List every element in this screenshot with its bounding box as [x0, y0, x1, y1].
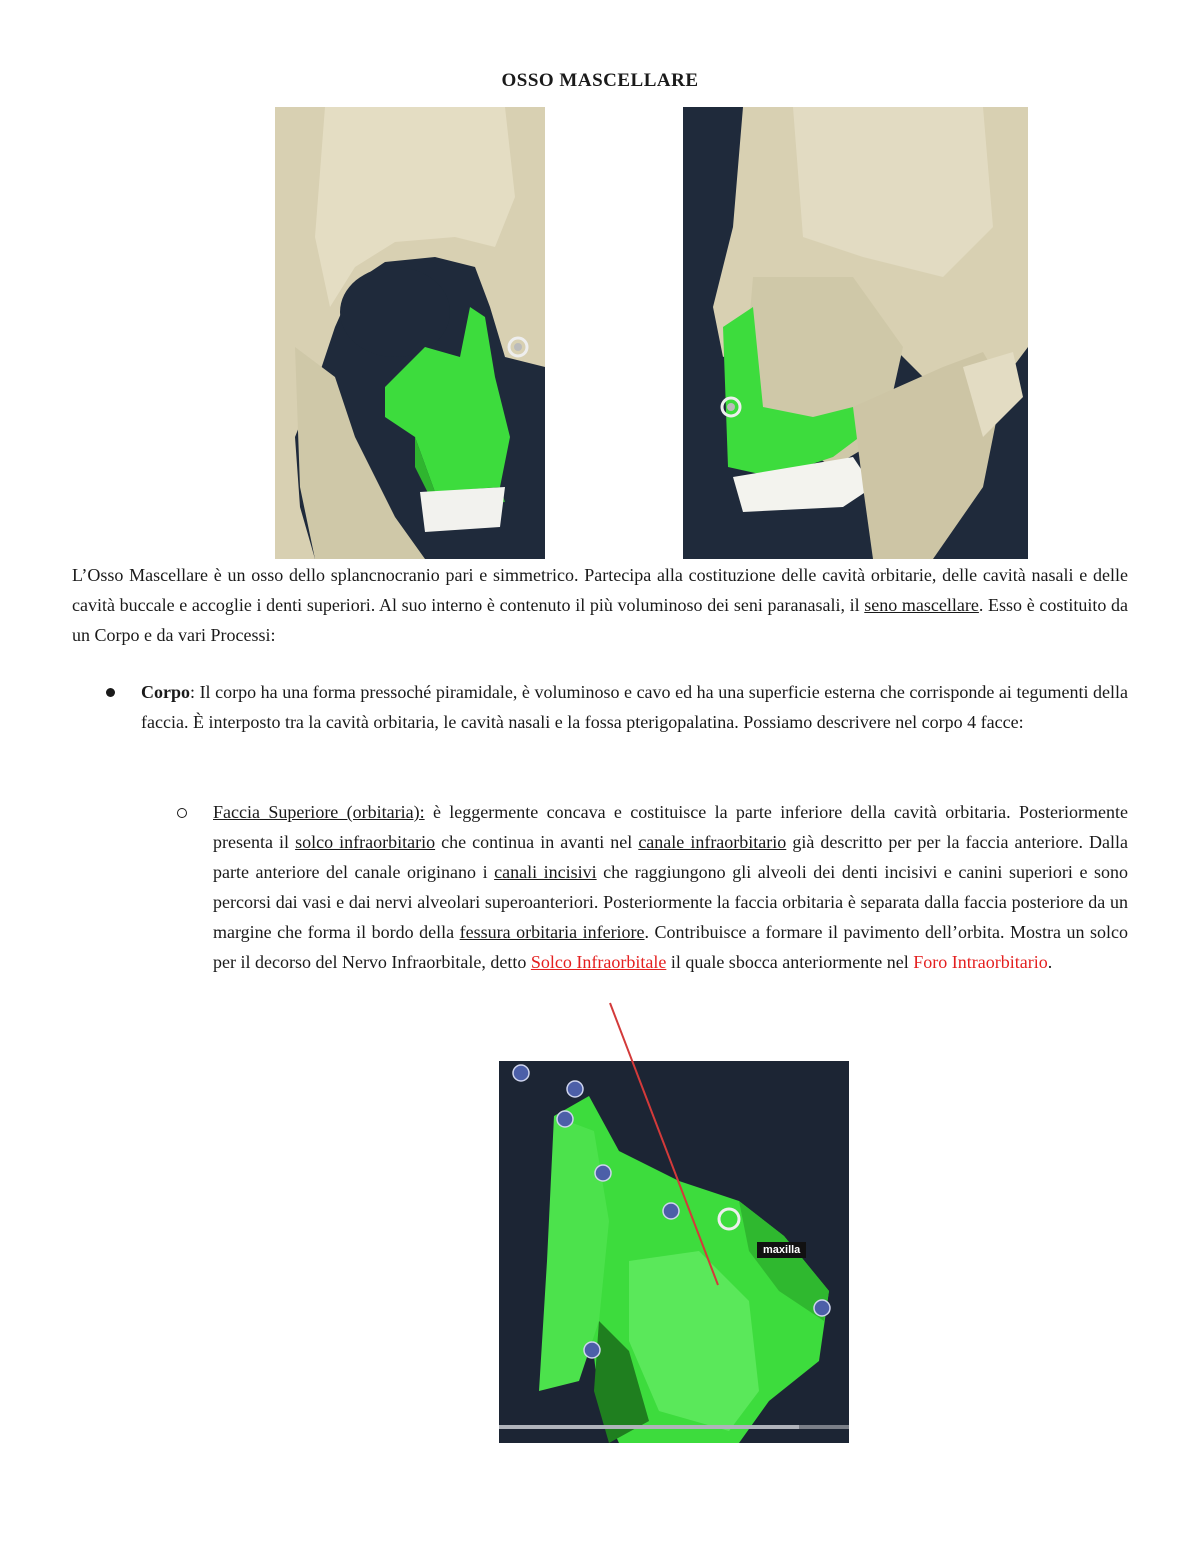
fs-text-1: è leggermente concava e costituisce la parte inferiore della cavità orbitaria. Posteriormente presenta il: [213, 802, 1128, 852]
faccia-superiore-paragraph: [213, 797, 1128, 977]
maxilla-label: maxilla: [757, 1242, 806, 1258]
corpo-paragraph: [141, 677, 1128, 737]
canale-infraorbitario-link: canale infraorbitario: [638, 832, 787, 852]
canali-incisivi-link: canali incisivi: [494, 862, 597, 882]
foro-intraorbitario-term: Foro Intraorbitario: [913, 952, 1048, 972]
faccia-superiore-heading: Faccia Superiore (orbitaria):: [213, 802, 425, 822]
solco-infraorbitario-link: solco infraorbitario: [295, 832, 436, 852]
bullet-dot: [106, 688, 115, 697]
corpo-text: : Il corpo ha una forma pressoché piramidale, è voluminoso e cavo ed ha una superficie esterna che corrisponde ai tegumenti della faccia. È interposto tra la cavità orbitaria, le cavità nasali e la fossa pterigopalatina. Possiamo descrivere nel corpo 4 facce:: [141, 682, 1128, 732]
fs-text-3: già descritto per per la faccia anteriore. Dalla parte anteriore del canale originano i: [213, 832, 1128, 882]
fs-text-5: . Contribuisce a formare il pavimento dell’orbita. Mostra un solco per il decorso del Nervo Infraorbitale, detto: [213, 922, 1128, 972]
maxilla-closeup-image: [499, 1061, 849, 1443]
intro-text-1: L’Osso Mascellare è un osso dello splancnocranio pari e simmetrico. Partecipa alla costituzione delle cavità orbitarie, delle cavità nasali e delle cavità buccale e accoglie i denti superiori. Al suo interno è contenuto il più voluminoso dei seni paranasali, il: [72, 565, 1128, 615]
corpo-label: Corpo: [141, 682, 190, 702]
skull-sagittal-image: [683, 107, 1028, 559]
seno-mascellare-link: seno mascellare: [864, 595, 979, 615]
page-title: OSSO MASCELLARE: [501, 70, 699, 91]
intro-paragraph: [72, 560, 1128, 650]
solco-infraorbitale-term: Solco Infraorbitale: [530, 952, 667, 972]
fs-text-6: il quale sbocca anteriormente nel: [666, 952, 914, 972]
fs-text-4: che raggiungono gli alveoli dei denti incisivi e canini superiori e sono percorsi dai vasi e dai nervi alveolari superoanteriori. Posteriormente la faccia orbitaria è separata dalla faccia posteriore da un margine che forma il bordo della: [213, 862, 1129, 942]
bullet-circle: [177, 808, 187, 818]
fessura-orbitaria-link: fessura orbitaria inferiore: [459, 922, 645, 942]
fs-text-7: .: [1047, 952, 1053, 972]
fs-text-2: che continua in avanti nel: [435, 832, 639, 852]
skull-lateral-image: [275, 107, 545, 559]
intro-text-2: . Esso è costituito da un Corpo e da vari Processi:: [72, 595, 1129, 645]
